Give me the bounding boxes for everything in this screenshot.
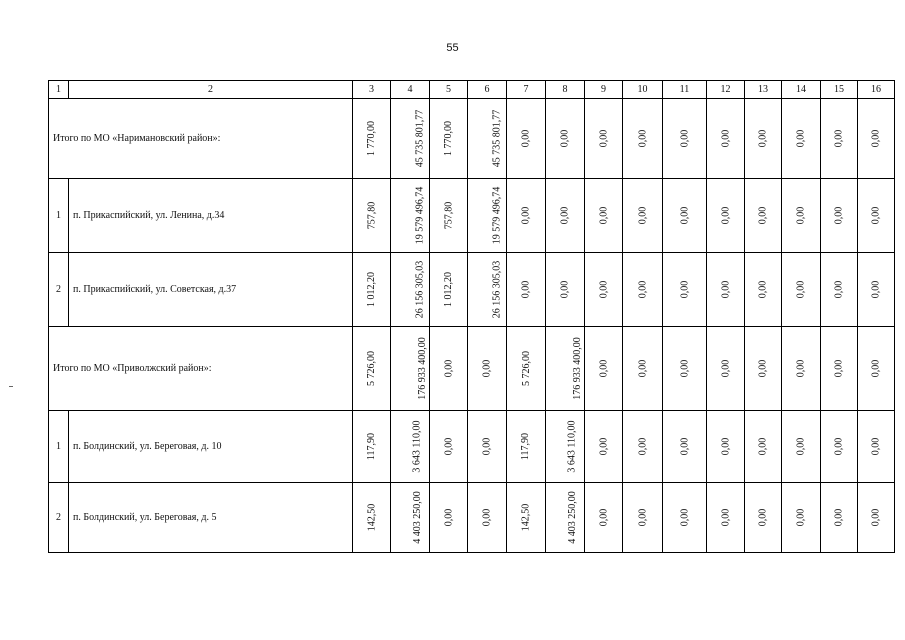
total-label: Итого по МО «Наримановский район»: — [49, 99, 353, 179]
row-number: 1 — [49, 411, 69, 483]
value-cell — [391, 253, 430, 327]
header-cell: 1 — [49, 81, 69, 99]
value-text: 0,00 — [481, 437, 493, 456]
value-cell — [507, 99, 546, 179]
value-cell — [468, 483, 507, 553]
value-text: 0,00 — [795, 508, 807, 527]
value-cell — [507, 483, 546, 553]
value-cell — [430, 327, 468, 411]
value-cell — [507, 327, 546, 411]
table-row — [49, 483, 895, 553]
value-text: 0,00 — [637, 206, 648, 225]
value-cell — [585, 179, 623, 253]
value-cell — [821, 411, 858, 483]
value-text: 0,00 — [443, 437, 454, 456]
value-cell — [821, 327, 858, 411]
value-cell — [623, 327, 663, 411]
value-text: 0,00 — [559, 206, 571, 225]
value-cell — [430, 483, 468, 553]
header-cell: 7 — [507, 81, 546, 99]
value-text: 0,00 — [637, 280, 648, 299]
value-cell — [782, 179, 821, 253]
value-text: 0,00 — [443, 508, 454, 527]
value-text: 0,00 — [481, 508, 493, 527]
value-cell — [585, 411, 623, 483]
value-cell — [821, 253, 858, 327]
value-text: 0,00 — [870, 359, 882, 378]
table-row — [49, 411, 895, 483]
value-text: 19 579 496,74 — [414, 186, 426, 245]
value-text: 0,00 — [757, 206, 769, 225]
table-row — [49, 179, 895, 253]
value-text: 0,00 — [833, 437, 845, 456]
value-cell — [623, 483, 663, 553]
value-text: 3 643 110,00 — [411, 420, 423, 473]
value-text: 176 933 400,00 — [416, 337, 428, 400]
value-text: 0,00 — [679, 508, 690, 527]
value-text: 757,80 — [366, 201, 377, 230]
header-cell: 5 — [430, 81, 468, 99]
value-cell — [623, 179, 663, 253]
header-cell: 14 — [782, 81, 821, 99]
value-cell — [745, 483, 782, 553]
value-text: 26 156 305,03 — [491, 260, 503, 319]
value-text: 0,00 — [481, 359, 493, 378]
value-cell — [745, 327, 782, 411]
value-text: 5 726,00 — [366, 351, 377, 386]
address-label: п. Прикаспийский, ул. Ленина, д.34 — [69, 179, 353, 253]
header-cell: 2 — [69, 81, 353, 99]
value-cell — [468, 327, 507, 411]
value-cell — [858, 99, 895, 179]
value-cell — [663, 253, 707, 327]
value-cell — [391, 179, 430, 253]
page-number: 55 — [446, 42, 459, 54]
value-cell — [546, 99, 585, 179]
value-cell — [468, 179, 507, 253]
value-cell — [707, 327, 745, 411]
value-cell — [430, 411, 468, 483]
value-text: 117,90 — [365, 432, 377, 461]
header-cell: 11 — [663, 81, 707, 99]
value-cell — [707, 99, 745, 179]
value-cell — [782, 327, 821, 411]
value-cell — [507, 411, 546, 483]
value-cell — [858, 179, 895, 253]
value-cell — [546, 411, 585, 483]
value-text: 0,00 — [559, 280, 571, 299]
value-cell — [821, 483, 858, 553]
value-cell — [546, 327, 585, 411]
value-text: 0,00 — [795, 437, 807, 456]
header-cell: 6 — [468, 81, 507, 99]
value-cell — [858, 253, 895, 327]
value-text: 0,00 — [598, 129, 609, 148]
value-cell — [782, 411, 821, 483]
value-cell — [353, 179, 391, 253]
value-text: 19 579 496,74 — [491, 186, 503, 245]
value-cell — [507, 179, 546, 253]
header-cell: 13 — [745, 81, 782, 99]
value-text: 4 403 250,00 — [566, 491, 578, 544]
row-number: 2 — [49, 483, 69, 553]
total-label: Итого по МО «Приволжский район»: — [49, 327, 353, 411]
data-table — [48, 80, 895, 553]
value-text: 5 726,00 — [520, 351, 532, 386]
value-cell — [546, 253, 585, 327]
value-text: 0,00 — [757, 508, 769, 527]
value-text: 4 403 250,00 — [411, 491, 423, 544]
value-cell — [745, 179, 782, 253]
value-text: 757,80 — [443, 201, 454, 230]
address-label: п. Прикаспийский, ул. Советская, д.37 — [69, 253, 353, 327]
value-text: 0,00 — [559, 129, 571, 148]
value-cell — [353, 253, 391, 327]
value-text: 142,50 — [520, 503, 532, 532]
address-label: п. Болдинский, ул. Береговая, д. 10 — [69, 411, 353, 483]
value-cell — [353, 483, 391, 553]
value-text: 0,00 — [598, 280, 609, 299]
value-cell — [546, 179, 585, 253]
value-text: 0,00 — [520, 280, 532, 299]
row-number: 1 — [49, 179, 69, 253]
value-text: 0,00 — [833, 280, 845, 299]
value-cell — [663, 327, 707, 411]
value-text: 0,00 — [833, 359, 845, 378]
value-cell — [858, 483, 895, 553]
value-text: 0,00 — [833, 508, 845, 527]
value-text: 3 643 110,00 — [566, 420, 578, 473]
table-body — [49, 81, 895, 553]
value-text: 45 735 801,77 — [491, 109, 503, 168]
value-cell — [623, 99, 663, 179]
value-text: 0,00 — [443, 359, 454, 378]
value-text: 0,00 — [720, 359, 731, 378]
value-cell — [468, 99, 507, 179]
value-text: 0,00 — [520, 129, 532, 148]
value-text: 0,00 — [679, 280, 690, 299]
value-text: 0,00 — [833, 206, 845, 225]
value-text: 0,00 — [679, 437, 690, 456]
value-cell — [585, 483, 623, 553]
value-text: 142,50 — [366, 503, 377, 532]
value-text: 0,00 — [720, 129, 731, 148]
value-text: 0,00 — [870, 129, 882, 148]
value-cell — [585, 253, 623, 327]
value-text: 0,00 — [757, 129, 769, 148]
value-text: 0,00 — [757, 359, 769, 378]
value-cell — [623, 411, 663, 483]
value-cell — [585, 99, 623, 179]
value-cell — [858, 411, 895, 483]
value-text: 0,00 — [757, 437, 769, 456]
value-cell — [623, 253, 663, 327]
value-text: 0,00 — [679, 129, 690, 148]
header-cell: 8 — [546, 81, 585, 99]
value-cell — [745, 253, 782, 327]
value-cell — [353, 411, 391, 483]
value-cell — [430, 253, 468, 327]
header-cell: 9 — [585, 81, 623, 99]
value-text: 1 012,20 — [366, 272, 377, 307]
value-text: 0,00 — [757, 280, 769, 299]
header-cell: 15 — [821, 81, 858, 99]
value-cell — [821, 179, 858, 253]
value-cell — [507, 253, 546, 327]
value-text: 0,00 — [598, 206, 609, 225]
address-label: п. Болдинский, ул. Береговая, д. 5 — [69, 483, 353, 553]
value-cell — [430, 179, 468, 253]
value-text: 1 012,20 — [443, 272, 454, 307]
header-cell: 12 — [707, 81, 745, 99]
value-cell — [858, 327, 895, 411]
value-cell — [353, 327, 391, 411]
value-text: 0,00 — [637, 129, 648, 148]
value-cell — [391, 327, 430, 411]
value-text: 176 933 400,00 — [571, 337, 583, 400]
value-text: 0,00 — [795, 280, 807, 299]
value-cell — [782, 253, 821, 327]
value-cell — [391, 483, 430, 553]
value-cell — [391, 411, 430, 483]
value-text: 0,00 — [520, 206, 532, 225]
value-text: 0,00 — [720, 508, 731, 527]
value-cell — [707, 253, 745, 327]
value-text: 45 735 801,77 — [414, 109, 426, 168]
value-text: 0,00 — [637, 359, 648, 378]
value-cell — [745, 411, 782, 483]
table-row — [49, 253, 895, 327]
value-text: 0,00 — [720, 280, 731, 299]
value-cell — [821, 99, 858, 179]
row-number: 2 — [49, 253, 69, 327]
header-cell: 4 — [391, 81, 430, 99]
value-cell — [663, 99, 707, 179]
value-cell — [430, 99, 468, 179]
header-cell: 16 — [858, 81, 895, 99]
total-row — [49, 327, 895, 411]
value-cell — [663, 411, 707, 483]
value-cell — [663, 179, 707, 253]
value-cell — [745, 99, 782, 179]
value-text: 0,00 — [637, 508, 648, 527]
value-text: 117,90 — [520, 432, 532, 461]
value-text: 0,00 — [870, 508, 882, 527]
value-text: 0,00 — [637, 437, 648, 456]
value-text: 0,00 — [833, 129, 845, 148]
value-text: 0,00 — [598, 437, 609, 456]
value-text: 0,00 — [679, 359, 690, 378]
value-cell — [391, 99, 430, 179]
value-text: 0,00 — [870, 437, 882, 456]
value-cell — [663, 483, 707, 553]
value-text: 0,00 — [870, 280, 882, 299]
scan-mark — [9, 386, 13, 387]
header-row — [49, 81, 895, 99]
value-cell — [782, 99, 821, 179]
value-text: 0,00 — [679, 206, 690, 225]
value-cell — [707, 483, 745, 553]
value-cell — [782, 483, 821, 553]
header-cell: 3 — [353, 81, 391, 99]
value-cell — [353, 99, 391, 179]
value-text: 1 770,00 — [366, 121, 377, 156]
value-text: 0,00 — [598, 508, 609, 527]
value-text: 0,00 — [720, 206, 731, 225]
value-cell — [707, 179, 745, 253]
value-cell — [707, 411, 745, 483]
value-text: 0,00 — [598, 359, 609, 378]
total-row — [49, 99, 895, 179]
value-cell — [468, 253, 507, 327]
value-text: 0,00 — [720, 437, 731, 456]
value-text: 1 770,00 — [443, 121, 454, 156]
value-text: 26 156 305,03 — [414, 260, 426, 319]
value-cell — [468, 411, 507, 483]
value-text: 0,00 — [795, 129, 807, 148]
value-cell — [546, 483, 585, 553]
value-text: 0,00 — [870, 206, 882, 225]
value-text: 0,00 — [795, 359, 807, 378]
value-text: 0,00 — [795, 206, 807, 225]
value-cell — [585, 327, 623, 411]
header-cell: 10 — [623, 81, 663, 99]
